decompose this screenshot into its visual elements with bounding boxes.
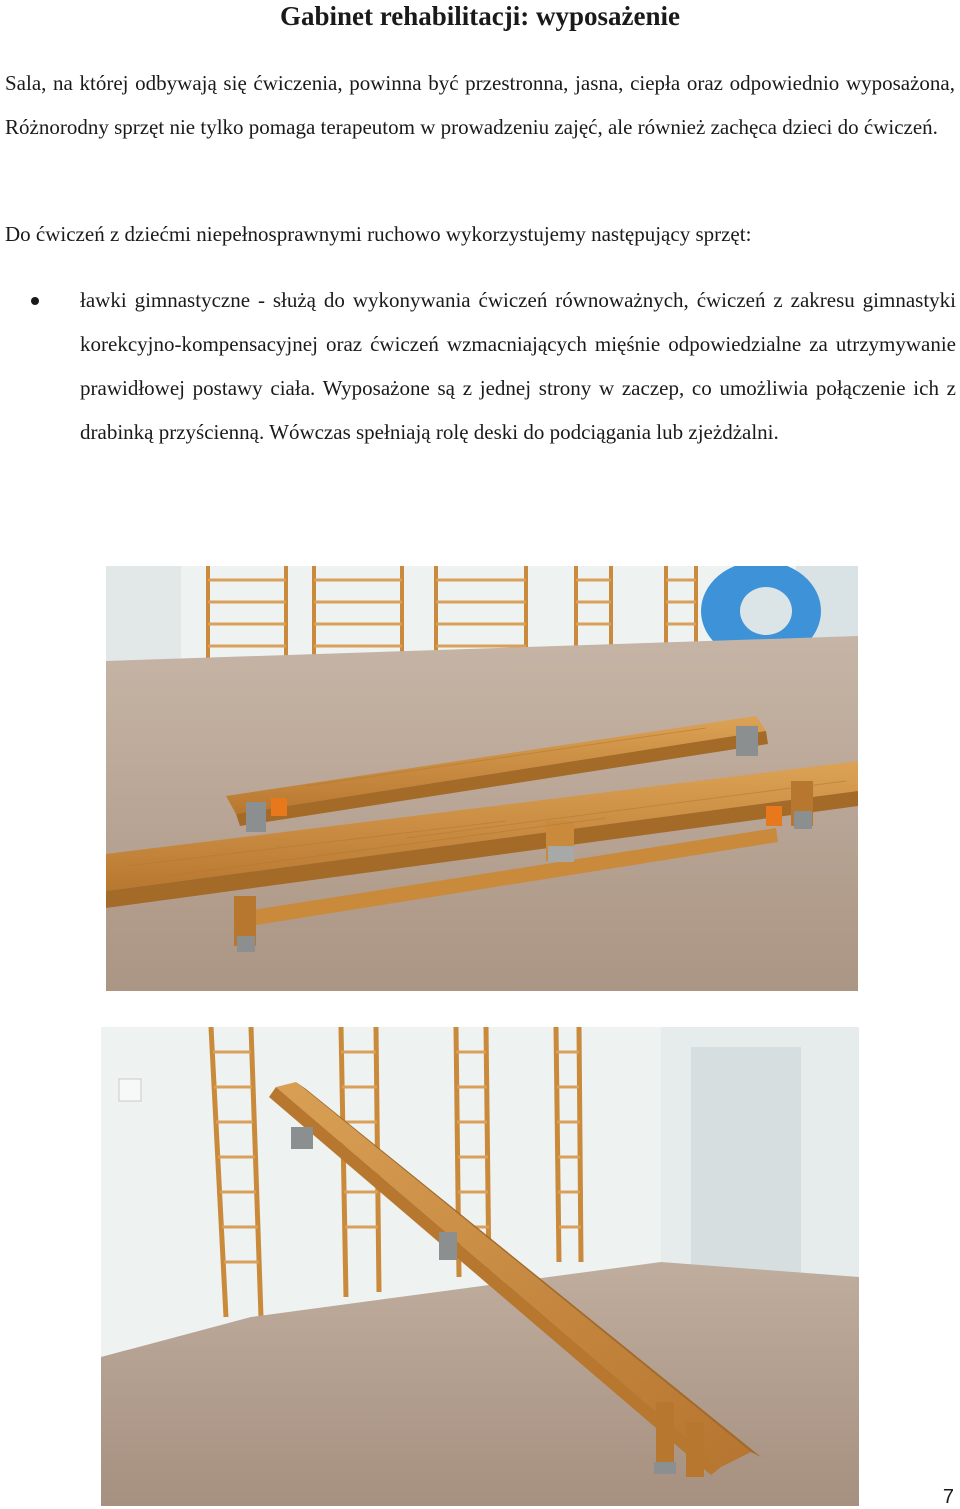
page-title: Gabinet rehabilitacji: wyposażenie xyxy=(280,1,680,31)
benches-photo xyxy=(106,566,858,991)
page-number: 7 xyxy=(942,1486,954,1508)
bullet-icon xyxy=(31,297,39,305)
equipment-intro-paragraph: Do ćwiczeń z dziećmi niepełnosprawnymi ruchowo wykorzystujemy następujący sprzęt: xyxy=(5,222,752,246)
bench-slide-photo xyxy=(101,1027,859,1506)
list-item-text: ławki gimnastyczne - służą do wykonywania ćwiczeń równoważnych, ćwiczeń z zakresu gimnastyki korekcyjno-kompensacyjnej oraz ćwiczeń wzmacniających mięśnie odpowiedzialne za utrzymywanie prawidłowej postawy ciała. Wyposażone są z jednej strony w zaczep, co umożliwia połączenie ich z drabinką przyścienną. Wówczas spełniają rolę deski do podciągania lub zjeżdżalni. xyxy=(80,288,956,444)
intro-paragraph: Sala, na której odbywają się ćwiczenia, powinna być przestronna, jasna, ciepła oraz odpowiednio wyposażona, Różnorodny sprzęt nie tylko pomaga terapeutom w prowadzeniu zajęć, ale również zachęca dzieci do ćwiczeń. xyxy=(5,71,955,139)
